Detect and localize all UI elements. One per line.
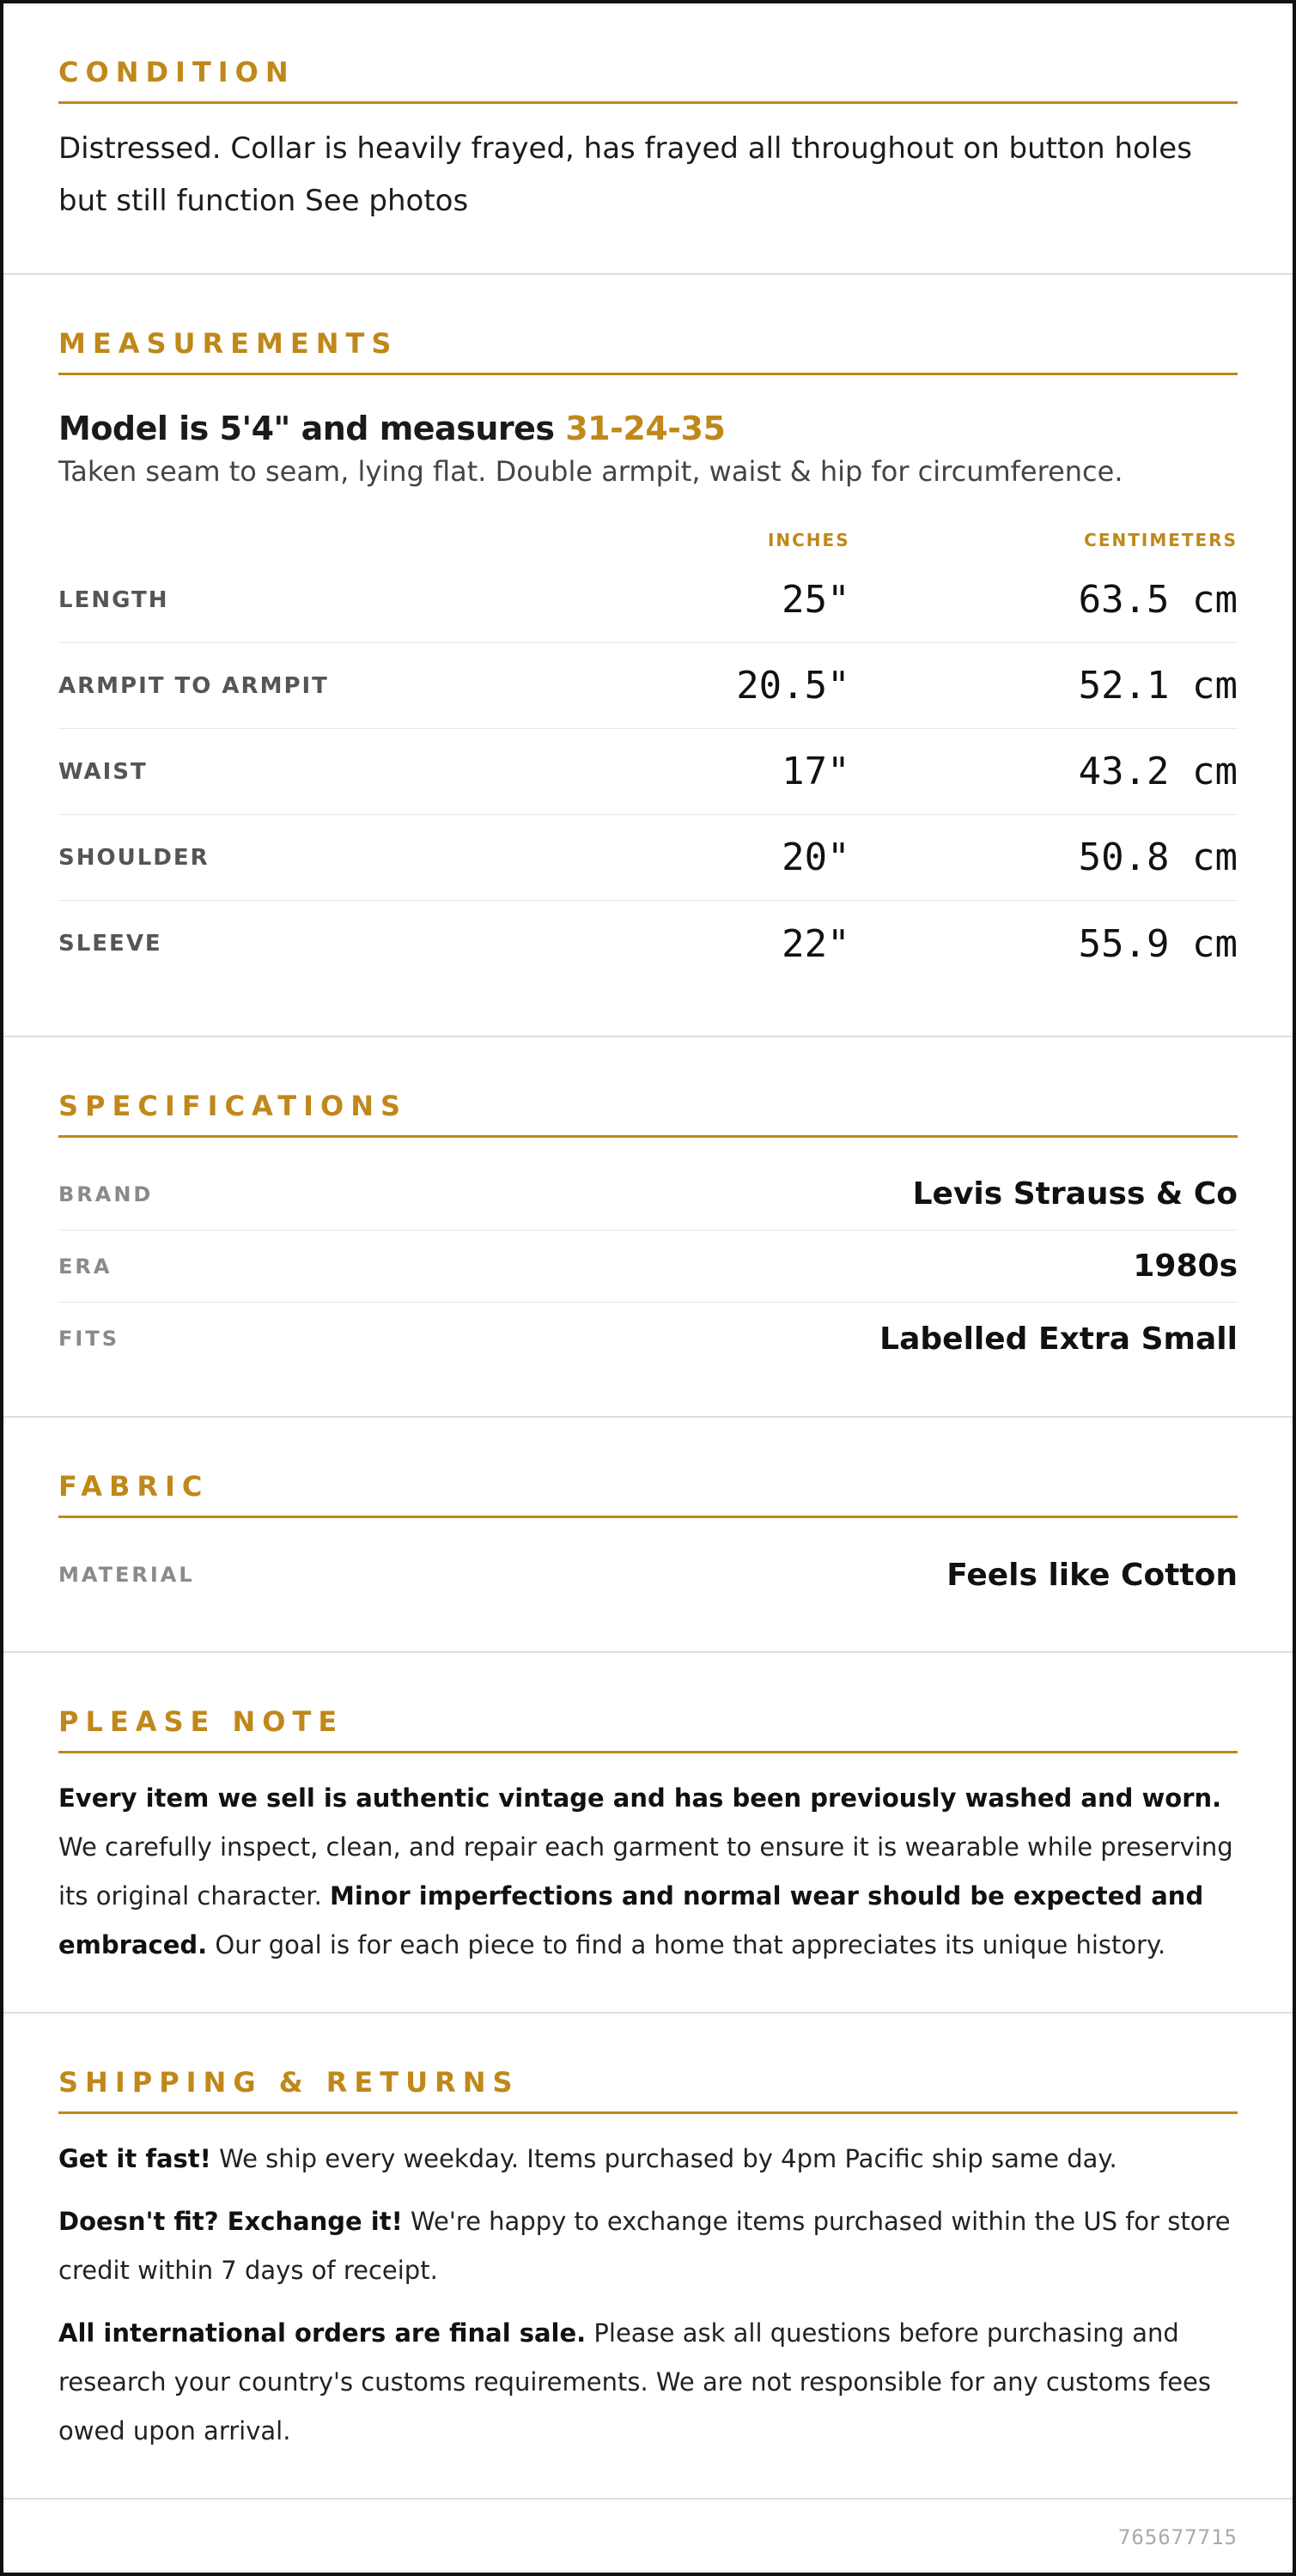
shipping-heading: SHIPPING & RETURNS xyxy=(58,2063,1238,2114)
shipping-text: Please ask all questions before purchasing and research your country's customs requirements. We are not responsible for any customs fees owed upon arrival. xyxy=(58,2318,1211,2445)
measurement-row-shoulder xyxy=(58,815,1238,901)
shipping-text: We're happy to exchange items purchased within the US for store credit within 7 days of receipt. xyxy=(58,2207,1231,2285)
condition-text: Distressed. Collar is heavily frayed, has frayed all throughout on button holes but still function See photos xyxy=(58,131,1192,218)
measurement-row-armpit xyxy=(58,643,1238,729)
please-note-heading: PLEASE NOTE xyxy=(58,1703,1238,1753)
centimeters-column-header: CENTIMETERS xyxy=(1084,530,1238,550)
spec-row-era xyxy=(58,1230,1238,1303)
fabric-list xyxy=(58,1539,1238,1611)
specifications-list xyxy=(58,1158,1238,1375)
fabric-heading: FABRIC xyxy=(58,1467,1238,1518)
spec-value: 1980s xyxy=(1133,1249,1238,1284)
measurement-row-length xyxy=(58,557,1238,643)
measurement-inches: 20" xyxy=(782,835,850,879)
measurement-label: ARMPIT TO ARMPIT xyxy=(58,672,329,699)
measurement-cm: 55.9 cm xyxy=(1078,921,1238,966)
please-note-section xyxy=(3,1653,1293,2014)
spec-row-brand xyxy=(58,1158,1238,1230)
model-measurements xyxy=(58,406,1238,451)
spec-value: Levis Strauss & Co xyxy=(912,1176,1238,1212)
spec-label: ERA xyxy=(58,1254,113,1279)
spec-value: Feels like Cotton xyxy=(946,1557,1238,1593)
model-value: 31-24-35 xyxy=(565,410,726,447)
measurements-table xyxy=(58,557,1238,987)
measurement-cm: 52.1 cm xyxy=(1078,664,1238,708)
shipping-bold: Get it fast! xyxy=(58,2144,211,2173)
measurement-inches: 20.5" xyxy=(736,664,850,708)
note-bold-1: Every item we sell is authentic vintage and has been previously washed and worn. xyxy=(58,1783,1222,1813)
measurement-label: SHOULDER xyxy=(58,844,210,871)
measurements-section xyxy=(3,275,1293,1037)
please-note-text xyxy=(58,1774,1238,1970)
measurement-row-sleeve xyxy=(58,901,1238,987)
measurement-label: LENGTH xyxy=(58,586,169,613)
spec-label: BRAND xyxy=(58,1182,154,1206)
measurement-inches: 25" xyxy=(782,578,850,622)
note-bold-2: Minor imperfections and normal wear should be expected and embraced. xyxy=(58,1881,1204,1959)
measurement-cm: 63.5 cm xyxy=(1078,578,1238,622)
specifications-heading: SPECIFICATIONS xyxy=(58,1087,1238,1138)
spec-label: MATERIAL xyxy=(58,1563,195,1587)
spec-value: Labelled Extra Small xyxy=(879,1321,1238,1357)
model-prefix: Model is 5'4" and measures xyxy=(58,410,566,447)
shipping-paragraph xyxy=(58,2309,1238,2456)
shipping-paragraph xyxy=(58,2197,1238,2295)
note-text-1: We carefully inspect, clean, and repair each garment to ensure it is wearable while preserving its original character. xyxy=(58,1832,1233,1911)
measurement-inches: 17" xyxy=(782,750,850,793)
measurement-label: WAIST xyxy=(58,758,148,785)
spec-row-fits xyxy=(58,1303,1238,1375)
fabric-section xyxy=(3,1418,1293,1653)
footer xyxy=(3,2500,1293,2574)
shipping-returns-section xyxy=(3,2014,1293,2500)
inches-column-header: INCHES xyxy=(767,530,850,550)
measurements-heading: MEASUREMENTS xyxy=(58,325,1238,375)
measurement-row-waist xyxy=(58,729,1238,815)
shipping-bold: All international orders are final sale. xyxy=(58,2318,587,2348)
measurements-table-header xyxy=(58,523,1238,557)
shipping-text: We ship every weekday. Items purchased by 4pm Pacific ship same day. xyxy=(210,2144,1117,2173)
measurement-cm: 50.8 cm xyxy=(1078,835,1238,879)
condition-heading: CONDITION xyxy=(58,53,1238,104)
sku-number: 765677715 xyxy=(1117,2524,1238,2549)
measurement-inches: 22" xyxy=(782,921,850,966)
specifications-section xyxy=(3,1037,1293,1418)
note-text-2: Our goal is for each piece to find a home that appreciates its unique history. xyxy=(207,1930,1166,1959)
measurement-cm: 43.2 cm xyxy=(1078,750,1238,793)
shipping-paragraph xyxy=(58,2135,1238,2184)
condition-section xyxy=(3,3,1293,275)
spec-row-material xyxy=(58,1539,1238,1611)
measurement-label: SLEEVE xyxy=(58,931,162,957)
spec-label: FITS xyxy=(58,1327,119,1351)
measurements-subtitle: Taken seam to seam, lying flat. Double armpit, waist & hip for circumference. xyxy=(58,455,1123,488)
shipping-bold: Doesn't fit? Exchange it! xyxy=(58,2207,403,2236)
